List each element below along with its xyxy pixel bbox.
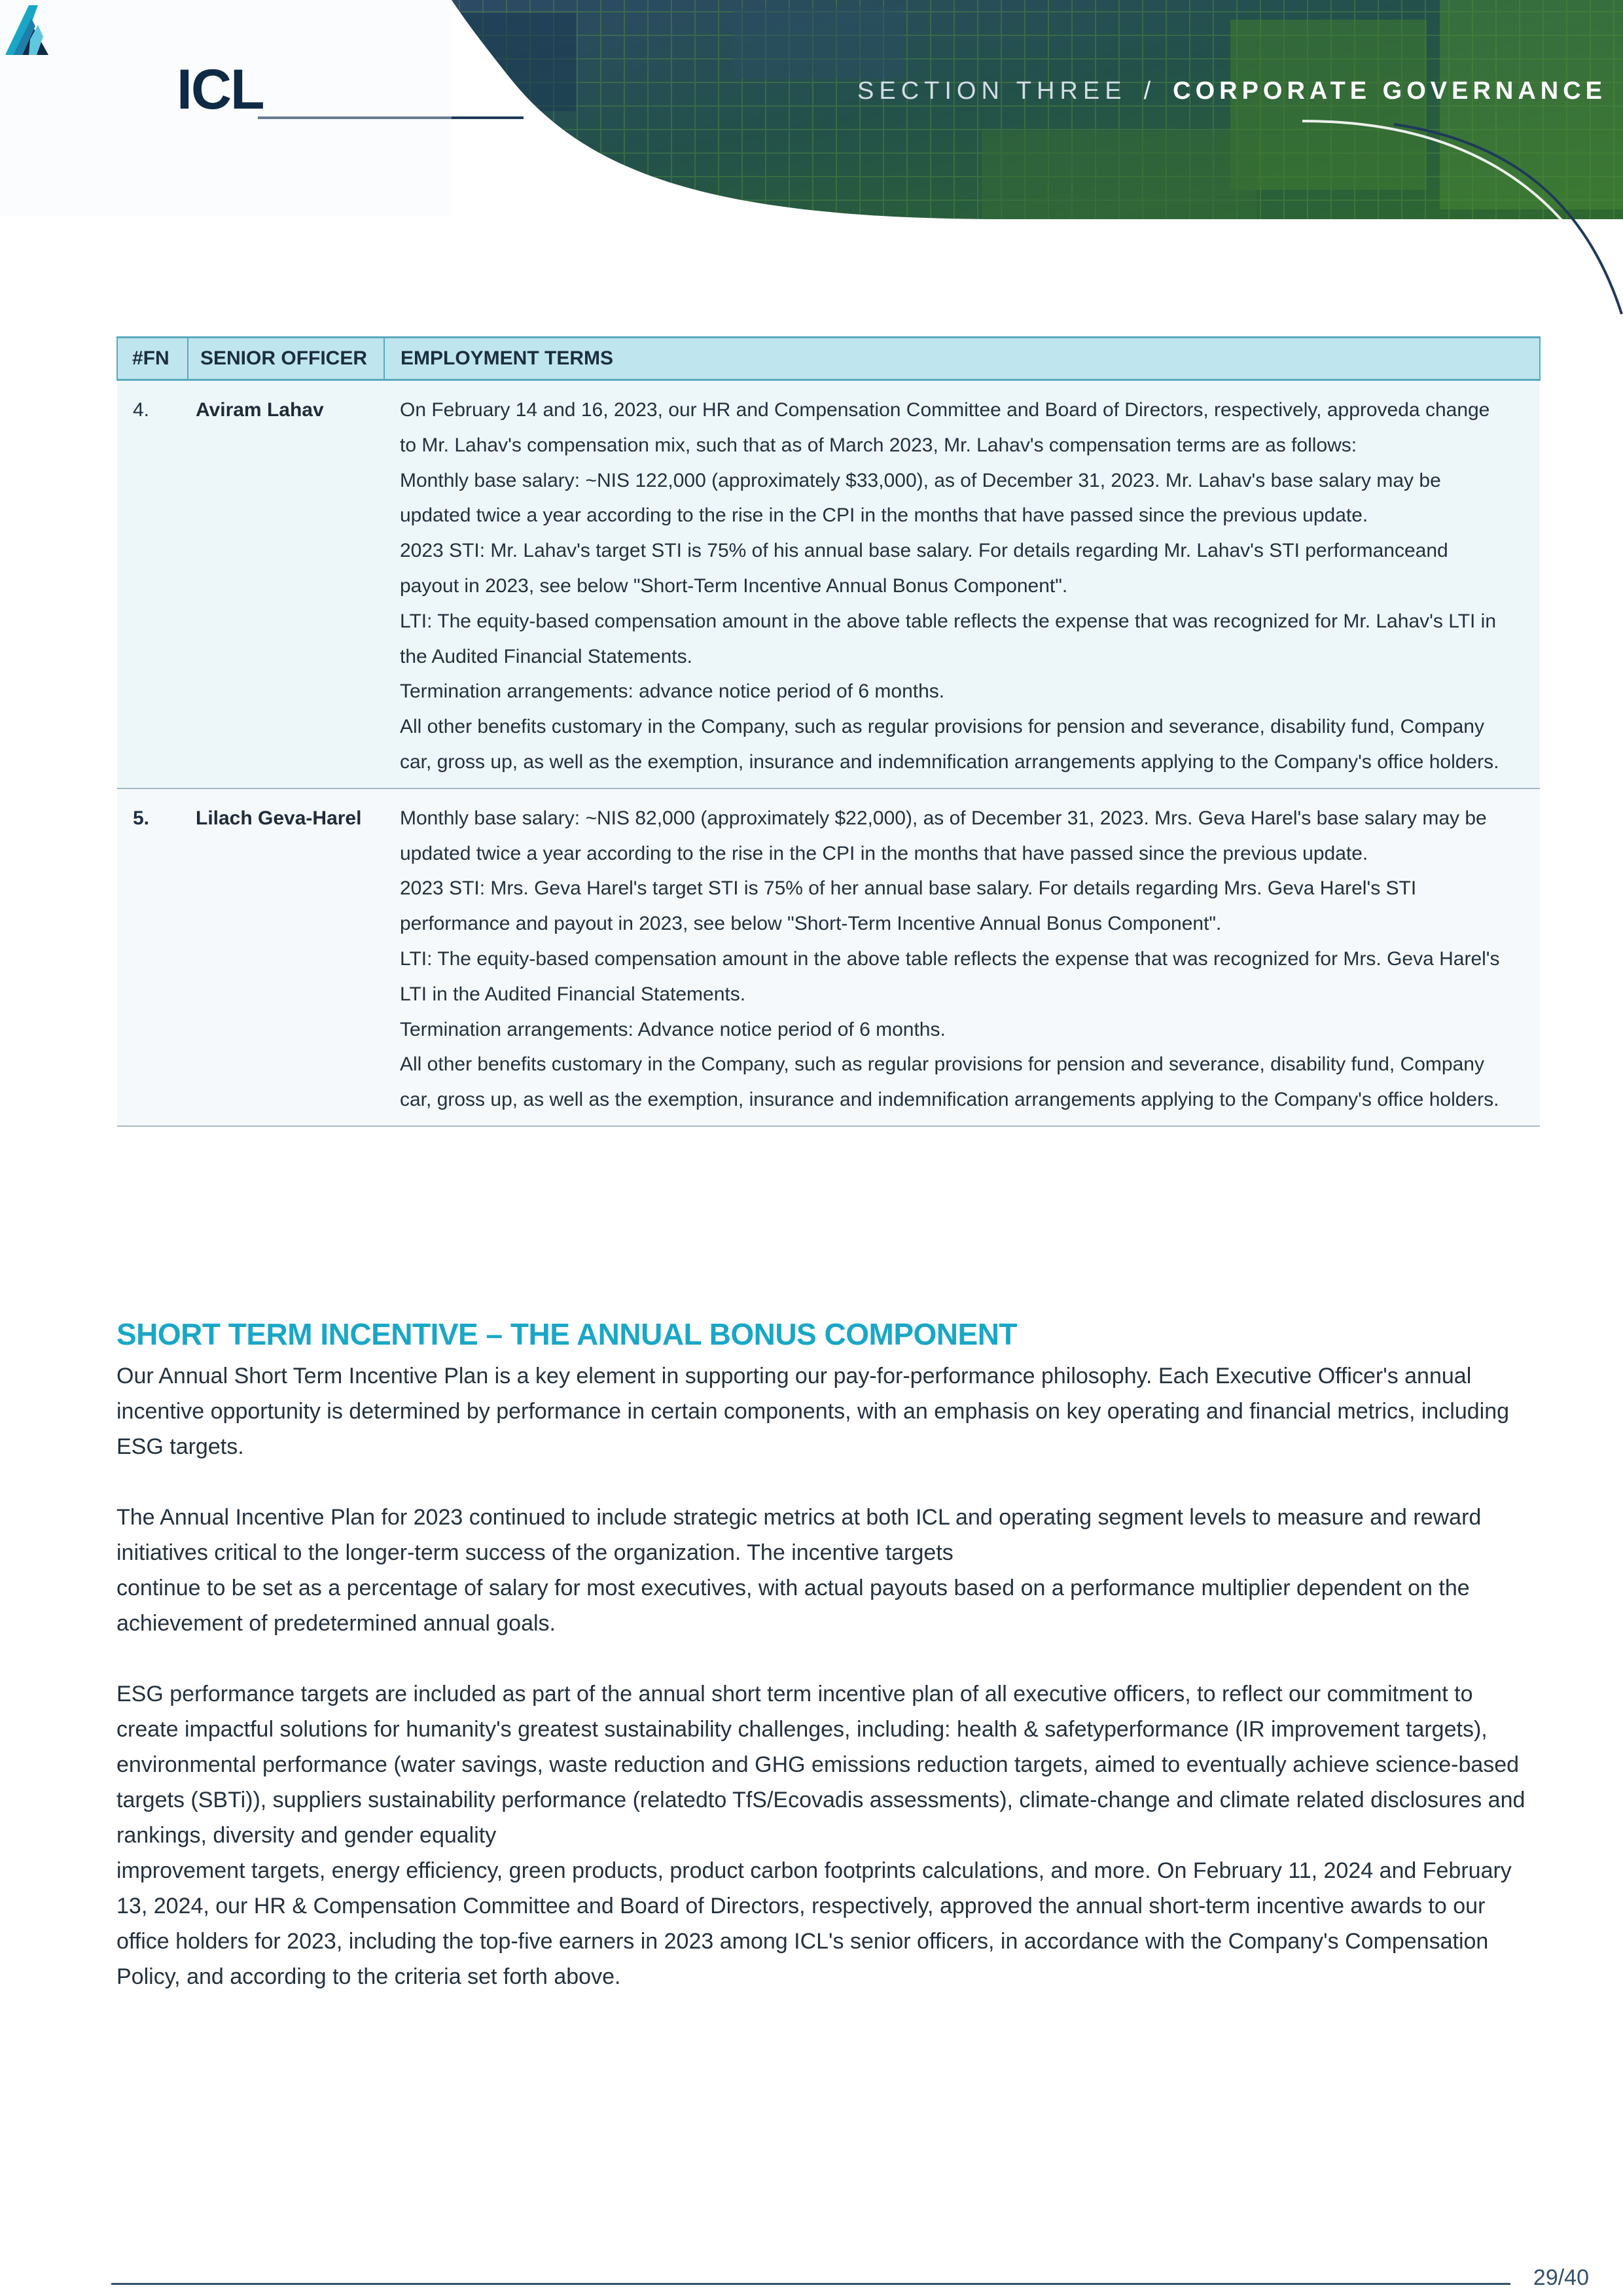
- terms-paragraph: LTI: The equity-based compensation amount in the above table reflects the expense that was recognized for Mrs. Geva Harel's LTI in the Audited Financial Statements.: [400, 947, 1500, 1005]
- paragraph-text: Our Annual Short Term Incentive Plan is a key element in supporting our pay-for-performance philosophy. Each Executive Officer's annual incentive opportunity is determined by performance in certain components, with an emphasis on key operating and financial metrics, including ESG targets.: [116, 1364, 1510, 1459]
- row-terms: [384, 380, 1540, 788]
- terms-paragraph: All other benefits customary in the Company, such as regular provisions for pension and severance, disability fund, Company car, gross up, as well as the exemption, insurance and indemnification arrangements applying to the Company's office holders.: [400, 716, 1499, 773]
- terms-paragraph: All other benefits customary in the Company, such as regular provisions for pension and severance, disability fund, Company car, gross up, as well as the exemption, insurance and indemnification arrangements applying to the Company's office holders.: [400, 1053, 1499, 1111]
- table-row: [117, 380, 1540, 788]
- terms-paragraph: On February 14 and 16, 2023, our HR and Compensation Committee and Board of Directors, respectively, approveda change to Mr. Lahav's compensation mix, such that as of March 2023, Mr. Lahav's compensation terms are as follows:: [400, 399, 1490, 456]
- terms-paragraph: Termination arrangements: Advance notice period of 6 months.: [400, 1018, 946, 1040]
- icl-logo-icon: [0, 0, 144, 59]
- paragraph-esg: [116, 1676, 1530, 1994]
- row-officer: Lilach Geva-Harel: [188, 788, 384, 1126]
- table-header-row: [117, 338, 1540, 380]
- terms-paragraph: Monthly base salary: ~NIS 82,000 (approximately $22,000), as of December 31, 2023. Mrs. Geva Harel's base salary may be updated twice a year according to the rise in the CPI in the months that have passed since the previous update.: [400, 807, 1487, 864]
- terms-paragraph: Termination arrangements: advance notice period of 6 months.: [400, 680, 945, 703]
- logo-wordmark: ICL: [177, 58, 264, 121]
- column-header-officer: SENIOR OFFICER: [188, 338, 384, 380]
- section-prefix: SECTION THREE: [857, 77, 1127, 105]
- paragraph-plan: [116, 1500, 1530, 1641]
- terms-paragraph: 2023 STI: Mrs. Geva Harel's target STI is 75% of her annual base salary. For details regarding Mrs. Geva Harel's STI performance and payout in 2023, see below "Short-Term Incentive Annual Bonus Component".: [400, 877, 1417, 935]
- row-terms: [384, 788, 1540, 1126]
- table-row: [117, 788, 1540, 1126]
- column-header-fn: #FN: [117, 338, 188, 380]
- row-fn: 5.: [117, 788, 188, 1126]
- section-name: CORPORATE GOVERNANCE: [1173, 77, 1607, 105]
- page-number: 29/40: [1533, 2265, 1589, 2290]
- section-label: [857, 77, 1607, 105]
- paragraph-text: The Annual Incentive Plan for 2023 continued to include strategic metrics at both ICL and operating segment levels to measure and reward initiatives critical to the longer-term success of the organization. The incentive targets: [116, 1505, 1482, 1565]
- row-fn: 4.: [117, 380, 188, 788]
- column-header-terms: EMPLOYMENT TERMS: [384, 338, 1540, 380]
- paragraph-text: continue to be set as a percentage of salary for most executives, with actual payouts based on a performance multiplier dependent on the achievement of predetermined annual goals.: [116, 1576, 1470, 1636]
- terms-paragraph: LTI: The equity-based compensation amount in the above table reflects the expense that was recognized for Mr. Lahav's LTI in the Audited Financial Statements.: [400, 610, 1497, 667]
- footer-rule: [111, 2283, 1510, 2285]
- page-header: [0, 0, 1623, 327]
- row-officer: Aviram Lahav: [188, 380, 384, 788]
- employment-terms-table: [116, 336, 1541, 1127]
- paragraph-text: improvement targets, energy efficiency, green products, product carbon footprints calculations, and more. On February 11, 2024 and February 13, 2024, our HR & Compensation Committee and Board of Directors, respectively, approved the annual short-term incentive awards to our office holders for 2023, including the top-five earners in 2023 among ICL's senior officers, in accordance with the Company's Compensation Policy, and according to the criteria set forth above.: [116, 1858, 1512, 1989]
- terms-paragraph: 2023 STI: Mr. Lahav's target STI is 75% of his annual base salary. For details regarding Mr. Lahav's STI performanceand payout in 2023, see below "Short-Term Incentive Annual Bonus Component".: [400, 540, 1448, 597]
- paragraph-text: ESG performance targets are included as part of the annual short term incentive plan of all executive officers, to reflect our commitment to create impactful solutions for humanity's greatest sustainability challenges, including: health & safetyperformance (IR improvement targets), environmental performance (water savings, waste reduction and GHG emissions reduction targets, aimed to eventually achieve science-based targets (SBTi)), suppliers sustainability performance (relatedto TfS/Ecovadis assessments), climate-change and climate related disclosures and rankings, diversity and gender equality: [116, 1682, 1525, 1848]
- terms-paragraph: Monthly base salary: ~NIS 122,000 (approximately $33,000), as of December 31, 2023. Mr. Lahav's base salary may be updated twice a year according to the rise in the CPI in the months that have passed since the previous update.: [400, 469, 1441, 527]
- section-title: SHORT TERM INCENTIVE – THE ANNUAL BONUS COMPONENT: [116, 1317, 1018, 1351]
- header-photo-banner: [0, 0, 1623, 327]
- section-divider: /: [1143, 77, 1156, 105]
- paragraph-intro: [116, 1358, 1530, 1464]
